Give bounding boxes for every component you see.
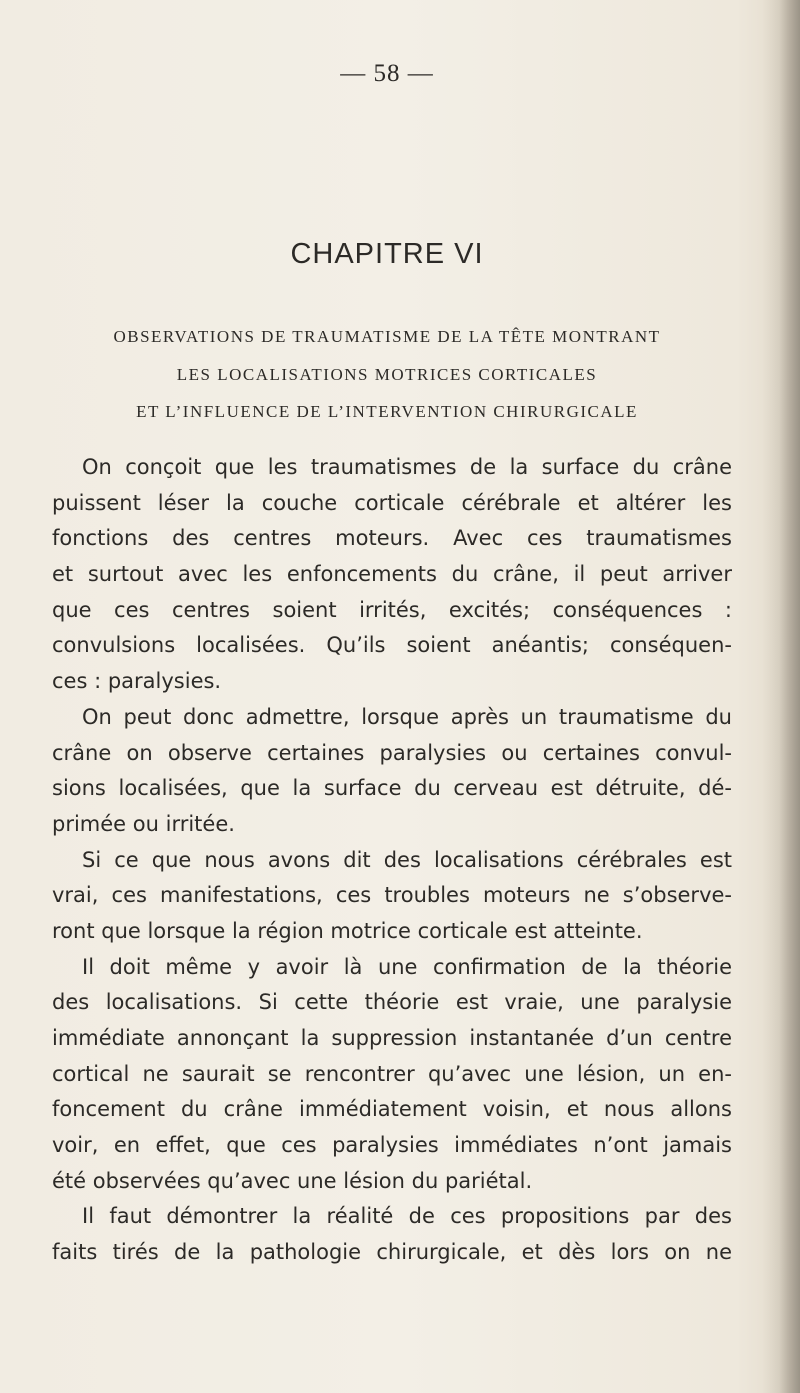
text-line: ront que lorsque la région motrice corticale est atteinte.	[52, 918, 643, 943]
text-line: des localisations. Si cette théorie est vraie, une paralysie	[52, 990, 732, 1015]
chapter-subtitle-line: OBSERVATIONS DE TRAUMATISME DE LA TÊTE MONTRANT	[113, 327, 661, 346]
text-line: Il faut démontrer la réalité de ces propositions par des	[82, 1204, 732, 1229]
text-line: ces : paralysies.	[52, 669, 222, 694]
text-line: cortical ne saurait se rencontrer qu’avec une lésion, un en-	[52, 1061, 732, 1086]
text-line: vrai, ces manifestations, ces troubles moteurs ne s’observe-	[52, 883, 732, 908]
text-line: et surtout avec les enfoncements du crâne, il peut arriver	[52, 562, 732, 587]
text-line: été observées qu’avec une lésion du pariétal.	[52, 1168, 533, 1193]
chapter-subtitle-line: LES LOCALISATIONS MOTRICES CORTICALES	[176, 365, 598, 384]
text-line: Il doit même y avoir là une confirmation de la théorie	[82, 954, 732, 979]
text-line: On conçoit que les traumatismes de la surface du crâne	[82, 455, 732, 479]
text-line: fonctions des centres moteurs. Avec ces traumatismes	[52, 526, 732, 551]
page-number: — 58 —	[340, 60, 434, 87]
page-binding-shadow	[762, 0, 800, 1393]
text-line: foncement du crâne immédiatement voisin, et nous allons	[52, 1097, 732, 1122]
text-line: crâne on observe certaines paralysies ou certaines convul-	[52, 740, 732, 765]
text-line: Si ce que nous avons dit des localisations cérébrales est	[82, 847, 732, 872]
text-line: voir, en effet, que ces paralysies immédiates n’ont jamais	[52, 1133, 732, 1158]
text-line: convulsions localisées. Qu’ils soient anéantis; conséquen-	[52, 633, 732, 658]
text-line: On peut donc admettre, lorsque après un traumatisme du	[82, 704, 732, 729]
text-line: immédiate annonçant la suppression instantanée d’un centre	[52, 1026, 732, 1050]
text-line: sions localisées, que la surface du cerveau est détruite, dé-	[52, 776, 732, 801]
text-line: puissent léser la couche corticale cérébrale et altérer les	[52, 490, 732, 515]
text-line: primée ou irritée.	[52, 811, 235, 836]
chapter-title: CHAPITRE VI	[290, 238, 484, 270]
text-line: que ces centres soient irrités, excités; conséquences :	[52, 597, 732, 622]
text-line: faits tirés de la pathologie chirurgicale, et dès lors on ne	[52, 1240, 732, 1265]
chapter-subtitle-line: ET L’INFLUENCE DE L’INTERVENTION CHIRURGICALE	[136, 402, 638, 421]
body-text	[52, 450, 732, 1271]
